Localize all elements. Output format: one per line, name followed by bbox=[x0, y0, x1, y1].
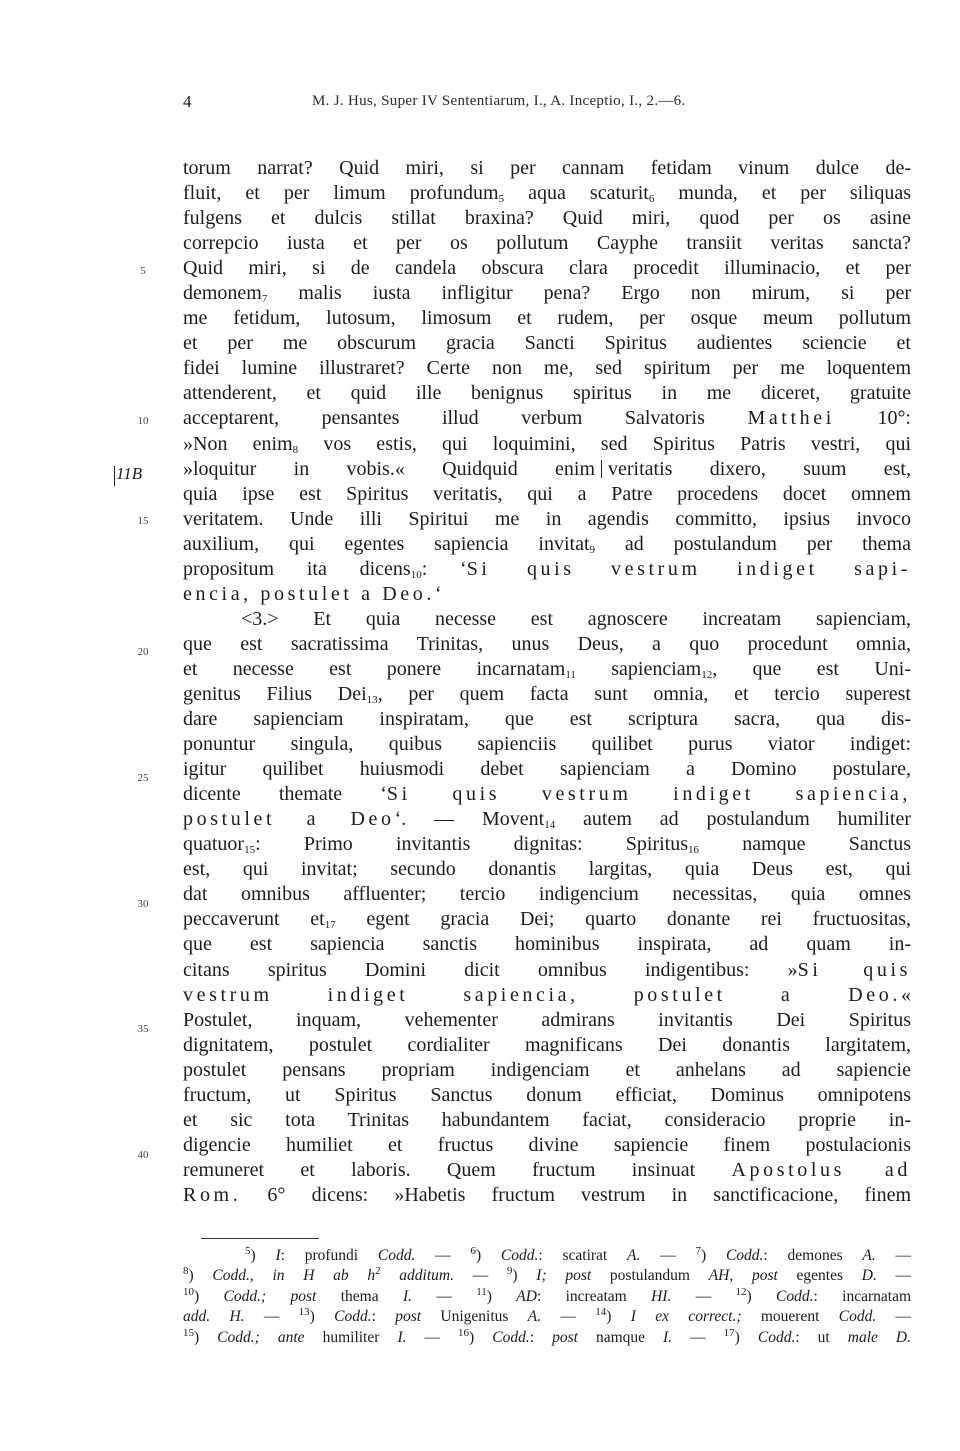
text-line: remuneret et laboris. Quem fructum insinuat Apostolus ad bbox=[183, 1158, 912, 1181]
folio-bar bbox=[114, 466, 115, 486]
line-number-30: 30 bbox=[137, 898, 149, 910]
running-head: M. J. Hus, Super IV Sententiarum, I., A. Inceptio, I., 2.—6. bbox=[312, 93, 686, 109]
text-line: fluit, et per limum profundum$_5$ aqua scaturit$_6$ munda, et per siliquas bbox=[183, 182, 912, 206]
text-line: et sic tota Trinitas habundantem faciat, consideracio proprie in- bbox=[183, 1108, 911, 1131]
text-line: encia, postulet a Deo.‘ bbox=[183, 582, 442, 605]
line-number-25: 25 bbox=[137, 772, 149, 784]
text-line: attenderent, et quid ille benignus spiritus in me diceret, gratuite bbox=[183, 382, 911, 405]
text-line: »loquitur in vobis.« Quidquid enim veritatis dixero, suum est, bbox=[183, 457, 911, 480]
text-line: ponuntur singula, quibus sapienciis quilibet purus viator indiget: bbox=[183, 733, 911, 756]
text-line: »Non enim$_8$ vos estis, qui loquimini, sed Spiritus Patris vestri, qui bbox=[183, 432, 912, 456]
footnotes bbox=[183, 1246, 911, 1348]
text-line: citans spiritus Domini dicit omnibus indigentibus: »Si quis bbox=[183, 958, 911, 981]
text-line: fidei lumine illustraret? Certe non me, sed spiritum per me loquentem bbox=[183, 357, 911, 380]
body-text bbox=[183, 156, 911, 1208]
text-line: torum narrat? Quid miri, si per cannam fetidam vinum dulce de- bbox=[183, 157, 911, 179]
text-line: et per me obscurum gracia Sancti Spiritus audientes sciencie et bbox=[183, 332, 911, 355]
text-line: genitus Filius Dei$_{13}$, per quem facta sunt omnia, et tercio superest bbox=[183, 682, 911, 706]
folio-break-mark bbox=[601, 460, 602, 478]
text-line: peccaverunt $et_{17}$ egent gracia Dei; quarto donante rei fructuositas, bbox=[183, 908, 911, 932]
line-number-35: 35 bbox=[137, 1023, 149, 1035]
text-line: dat omnibus affluenter; tercio indigencium necessitas, quia omnes bbox=[183, 883, 911, 906]
footnote-line: $^{15}$) Codd.; ante humiliter I. — $^{16}$) Codd.: post namque I. — $^{17}$) Codd.: ut male D. bbox=[183, 1326, 911, 1346]
text-line: fulgens et dulcis stillat braxina? Quid miri, quod per os asine bbox=[183, 207, 911, 230]
text-line: propositum ita dicens$_{10}$: ‘Si quis vestrum indiget sapi- bbox=[183, 557, 912, 581]
line-number-10: 10 bbox=[137, 415, 149, 427]
text-line: veritatem. Unde illi Spiritui me in agendis committo, ipsius invoco bbox=[183, 507, 911, 530]
footnote-rule bbox=[201, 1238, 319, 1239]
text-line: fructum, ut Spiritus Sanctus donum efficiat, Dominus omnipotens bbox=[183, 1083, 911, 1106]
text-line: dicente themate ‘Si quis vestrum indiget sapiencia, bbox=[183, 783, 911, 806]
footnote-line: $^{10}$) Codd.; post thema I. — $^{11}$) AD: increatam HI. — $^{12}$) Codd.: incarnatam bbox=[183, 1285, 912, 1305]
footnote-line: $^5$) I: profundi Codd. — $^6$) Codd.: scatirat A. — $^7$) Codd.: demones A. — bbox=[245, 1244, 912, 1264]
text-line: correpcio iusta et per os pollutum Cayphe transiit veritas sancta? bbox=[183, 232, 911, 255]
line-number-15: 15 bbox=[137, 515, 149, 527]
text-line: digencie humiliet et fructus divine sapiencie finem postulacionis bbox=[183, 1133, 911, 1156]
folio-marker: 11B bbox=[116, 464, 143, 483]
text-line: postulet a Deo‘. — Movent$_{14}$ autem ad postulandum humiliter bbox=[183, 808, 911, 832]
line-number-40: 40 bbox=[137, 1149, 149, 1161]
text-line: Quid miri, si de candela obscura clara procedit illuminacio, et per bbox=[183, 257, 911, 280]
text-line: Rom. 6° dicens: »Habetis fructum vestrum in sanctificacione, finem bbox=[183, 1183, 911, 1206]
text-line: Postulet, inquam, vehementer admirans invitantis Dei Spiritus bbox=[183, 1008, 911, 1031]
text-line: et necesse est ponere incarnatam$_{11}$ sapienciam$_{12}$, que est Uni- bbox=[183, 657, 911, 681]
text-line: est, qui invitat; secundo donantis largitas, quia Deus est, qui bbox=[183, 858, 911, 881]
text-line: igitur quilibet huiusmodi debet sapienciam a Domino postulare, bbox=[183, 758, 911, 781]
text-line: dignitatem, postulet cordialiter magnificans Dei donantis largitatem, bbox=[183, 1033, 911, 1056]
text-line: quia ipse est Spiritus veritatis, qui a Patre procedens docet omnem bbox=[183, 482, 911, 505]
text-line: me fetidum, lutosum, limosum et rudem, per osque meum pollutum bbox=[183, 307, 911, 330]
footnote-line: add. H. — $^{13}$) Codd.: post Unigenitus A. — $^{14}$) I ex correct.; mouerent Codd. — bbox=[183, 1306, 912, 1326]
footnote-line: $^8$) Codd., in H ab $h^2$ additum. — $^9$) I; post postulandum AH, post egentes D. — bbox=[183, 1265, 912, 1285]
section-heading-line: <3.> Et quia necesse est agnoscere increatam sapienciam, bbox=[241, 607, 911, 630]
text-line: postulet pensans propriam indigenciam et anhelans ad sapiencie bbox=[183, 1058, 911, 1081]
text-line: auxilium, qui egentes sapiencia invitat$_9$ ad postulandum per thema bbox=[183, 532, 911, 556]
text-line: acceptarent, pensantes illud verbum Salvatoris Matthei 10°: bbox=[183, 407, 911, 430]
text-line: dare sapienciam inspiratam, que est scriptura sacra, qua dis- bbox=[183, 708, 911, 731]
page-number: 4 bbox=[183, 92, 192, 111]
text-line: que est sacratissima Trinitas, unus Deus, a quo procedunt omnia, bbox=[183, 632, 911, 655]
text-line: vestrum indiget sapiencia, postulet a Deo.« bbox=[183, 983, 911, 1006]
line-number-20: 20 bbox=[137, 646, 149, 658]
line-number-5: 5 bbox=[140, 265, 146, 277]
text-line: que est sapiencia sanctis hominibus inspirata, ad quam in- bbox=[183, 933, 911, 956]
text-line: demonem$_7$ malis iusta infligitur pena? Ergo non mirum, si per bbox=[183, 282, 911, 306]
text-line: quatuor$_{15}$: Primo invitantis dignitas: Spiritus$_{16}$ namque Sanctus bbox=[183, 833, 911, 857]
